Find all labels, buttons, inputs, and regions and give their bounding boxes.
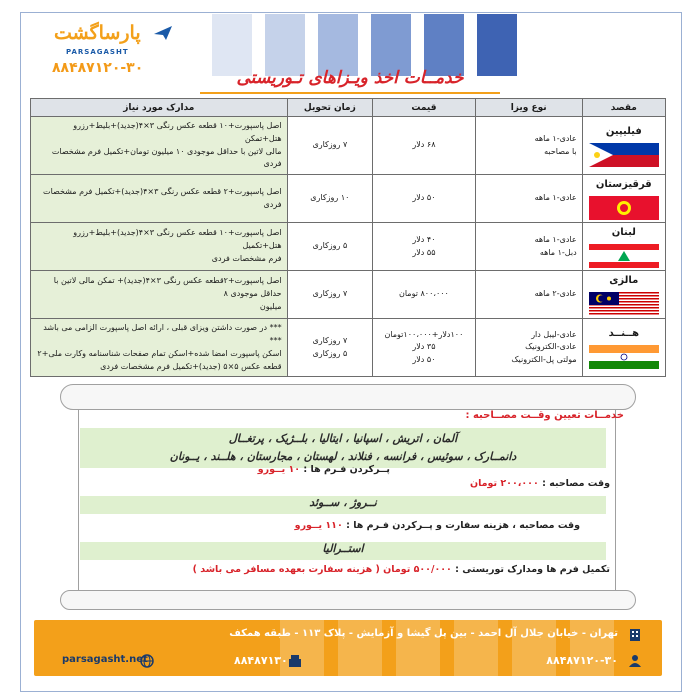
malaysia-flag-icon: [589, 292, 659, 316]
user-icon: [628, 654, 642, 668]
price-text: ۸۰۰،۰۰۰ تومان: [398, 289, 449, 299]
title-underline: [200, 92, 500, 94]
visa-type-text: عادی-۱ ماهه: [534, 193, 577, 203]
form-fill-row: [258, 464, 390, 475]
form-fill-price: ۱۰ یــورو: [257, 464, 301, 475]
delivery-cell: [287, 175, 373, 223]
visa-type-cell: [475, 223, 582, 271]
docs-cell: [31, 271, 288, 319]
docs-text: اصل پاسپورت+۱۰ قطعه عکس رنگی ۳×۴(جدید)+بلیط+رزرو هتل+تکمیل: [73, 228, 282, 251]
australia-price: ۵۰۰/۰۰۰ تومان ( هزینه سفارت بعهده مسافر می باشد ): [192, 564, 452, 575]
price-cell: [373, 223, 476, 271]
header-bar: [371, 14, 411, 76]
delivery-cell: [287, 117, 373, 175]
price-text: ۴۰ دلار: [412, 234, 436, 244]
docs-cell: [31, 223, 288, 271]
logo-subtitle: PARSAGASHT: [66, 48, 129, 56]
docs-text: اصل پاسپورت+۲قطعه عکس رنگی ۳×۴(جدید)+ تمکن مالی لاتین با حداقل موجودی ۸: [53, 276, 282, 299]
interview-price: ۲۰۰،۰۰۰ تومان: [469, 478, 539, 489]
india-flag-icon: [589, 345, 659, 369]
docs-cell: [31, 117, 288, 175]
country-name: مالزی: [609, 275, 639, 287]
form-fill-label: پــرکردن فـرم ها :: [303, 464, 390, 475]
interview-label: وقت مصاحبه :: [542, 478, 610, 489]
header-color-bars: [212, 14, 530, 76]
kyrgyzstan-flag-icon: [589, 196, 659, 220]
header-country: مقصد: [582, 99, 665, 117]
logo-text: پارساگشت: [54, 22, 141, 44]
visa-table: [30, 98, 666, 377]
australia-label: تکمیل فرم ها ومدارک توریستی :: [455, 564, 610, 575]
docs-text: میلیون: [259, 302, 282, 312]
schengen-group-band: [80, 428, 606, 468]
page-title: خدمــات اخذ ویـزاهای تـوریستی: [236, 68, 464, 88]
nordic-group-band: [80, 496, 606, 514]
price-cell: [373, 117, 476, 175]
australia-band: [80, 542, 606, 560]
header-bar: [265, 14, 305, 76]
plane-icon: [152, 24, 174, 42]
price-text: ۵۰ دلار: [412, 193, 436, 203]
visa-type-text: مولتی پل-الکترونیک: [511, 355, 577, 365]
schengen-countries-line1: آلمان ، اتریش ، اسپانیا ، ایتالیا ، بلــژیک ، پرتغــال: [228, 432, 458, 445]
country-cell: [582, 117, 665, 175]
docs-text: فرم مشخصات فردی: [211, 254, 282, 264]
delivery-text: ۵ روزکاری: [312, 241, 348, 251]
table-row: [31, 319, 666, 377]
header-docs: مدارک مورد نیاز: [31, 99, 288, 117]
header-bar: [318, 14, 358, 76]
visa-type-text: عادی-۱ ماهه: [534, 234, 577, 244]
scroll-bottom-roll: [60, 590, 636, 610]
docs-text: *** در صورت داشتن ویزای قبلی ، ارائه اصل پاسپورت الزامی می باشد ***: [43, 323, 282, 345]
docs-text: اصل پاسپورت+۱۰ قطعه عکس رنگی ۳×۴(جدید)+بلیط+رزرو هتل+تمکن: [73, 121, 282, 143]
delivery-text: ۵ روزکاری: [312, 348, 348, 358]
country-name: فیلیپین: [605, 126, 642, 138]
australia-price-row: [193, 564, 610, 575]
delivery-text: ۷ روزکاری: [312, 289, 348, 299]
footer-address: تهران - خیابان جلال آل احمد - بین پل گیشا و آزمایش - پلاک ۱۱۳ - طبقه همکف: [229, 628, 618, 639]
visa-type-text: عادی-۱ ماهه: [534, 133, 577, 143]
visa-type-text: عادی-الکترونیک: [525, 342, 577, 352]
nordic-label: وقت مصاحبه ، هزینه سفارت و پــرکردن فـرم ها :: [346, 520, 580, 531]
scroll-top-roll: [60, 384, 636, 410]
visa-type-cell: [475, 271, 582, 319]
price-text: ۱۰۰دلار+۱۰۰،۰۰۰تومان: [384, 329, 464, 339]
docs-text: اصل پاسپورت+۲ قطعه عکس رنگی ۳×۴(جدید)+تکمیل فرم مشخصات فردی: [43, 186, 282, 209]
table-header-row: [31, 99, 666, 117]
australia-name: استــرالیا: [322, 542, 364, 555]
nordic-price: ۱۱۰ یــورو: [294, 520, 343, 531]
docs-text: مالی لاتین با حداقل موجودی ۱۰ میلیون تومان+تکمیل فرم مشخصات فردی: [51, 146, 282, 169]
delivery-text: ۷ روزکاری: [312, 335, 348, 345]
visa-type-text: عادی-۲ ماهه: [534, 289, 577, 299]
table-row: [31, 223, 666, 271]
schengen-countries-line2: دانمــارک ، سوئیس ، فرانسه ، فنلاند ، لهستان ، مجارستان ، هلــند ، یــونان: [169, 449, 517, 463]
footer-fax: ۸۸۴۸۷۱۳۰: [234, 654, 288, 667]
nordic-price-row: [295, 520, 580, 531]
table-row: [31, 117, 666, 175]
nordic-countries: نــروژ ، ســوئد: [309, 496, 377, 509]
visa-type-cell: [475, 319, 582, 377]
interview-title: خدمــات تعیین وقــت مصــاحبه :: [465, 410, 624, 421]
docs-text: اسکن پاسپورت امضا شده+اسکن تمام صفحات شناسنامه وکارت ملی+۲: [37, 348, 282, 358]
price-text: ۵۰ دلار: [412, 355, 436, 365]
interview-scroll: [60, 384, 640, 610]
header-delivery: زمان تحویل: [287, 99, 373, 117]
country-cell: [582, 271, 665, 319]
header-bar: [477, 14, 517, 76]
delivery-text: ۱۰ روزکاری: [310, 193, 350, 203]
visa-type-text: عادی-لیبل دار: [531, 329, 577, 339]
delivery-cell: [287, 223, 373, 271]
building-icon: [628, 628, 642, 642]
docs-text: قطعه عکس ۵×۵ (جدید)+تکمیل فرم مشخصات فردی: [100, 361, 282, 371]
visa-type-text: با مصاحبه: [544, 146, 577, 156]
visa-type-cell: [475, 175, 582, 223]
footer: [34, 620, 662, 676]
logo: [54, 22, 194, 62]
header-bar: [212, 14, 252, 76]
price-text: ۳۵ دلار: [412, 342, 436, 352]
header-visa-type: نوع ویزا: [475, 99, 582, 117]
country-cell: [582, 319, 665, 377]
country-cell: [582, 223, 665, 271]
footer-phone: ۸۸۴۸۷۱۲۰-۳۰: [546, 654, 618, 667]
price-text: ۶۸ دلار: [412, 140, 436, 150]
header-price: قیمت: [373, 99, 476, 117]
visa-type-cell: [475, 117, 582, 175]
table-row: [31, 175, 666, 223]
footer-website[interactable]: parsagasht.net: [62, 654, 148, 665]
country-name: قرقیزستان: [595, 179, 652, 191]
fax-icon: [288, 654, 302, 668]
docs-cell: [31, 319, 288, 377]
philippines-flag-icon: [589, 143, 659, 167]
visa-type-text: دبل-۱ ماهه: [539, 247, 577, 257]
header-phone: ۸۸۴۸۷۱۲۰-۳۰: [52, 60, 144, 76]
price-cell: [373, 175, 476, 223]
interview-price-row: [470, 478, 610, 489]
delivery-text: ۷ روزکاری: [312, 140, 348, 150]
price-text: ۵۵ دلار: [412, 247, 436, 257]
country-name: لبنان: [611, 227, 636, 239]
price-cell: [373, 319, 476, 377]
header-bar: [424, 14, 464, 76]
country-name: هــنــد: [608, 328, 640, 340]
delivery-cell: [287, 271, 373, 319]
lebanon-flag-icon: [589, 244, 659, 268]
price-cell: [373, 271, 476, 319]
docs-cell: [31, 175, 288, 223]
table-row: [31, 271, 666, 319]
country-cell: [582, 175, 665, 223]
delivery-cell: [287, 319, 373, 377]
